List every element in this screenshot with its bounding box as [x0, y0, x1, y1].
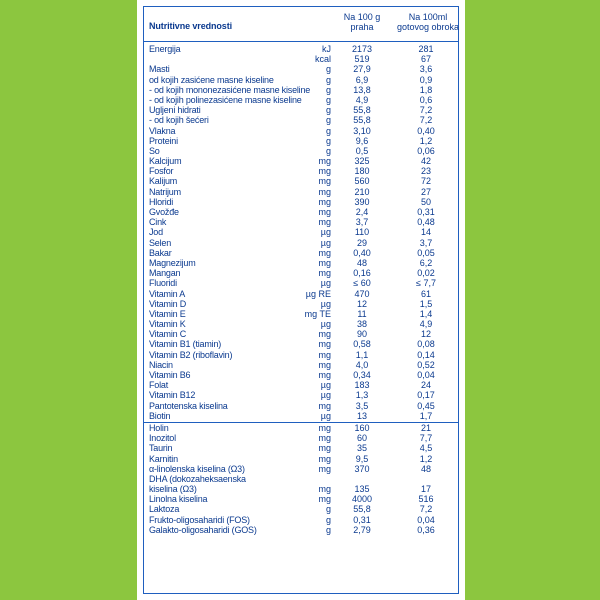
row-value-per-100ml: 72: [420, 176, 431, 187]
table-row: [144, 474, 458, 484]
table-row: [144, 207, 458, 217]
table-row: [144, 187, 458, 197]
nutrition-label-panel: [137, 0, 465, 600]
row-value-per-100ml: 4,5: [419, 443, 433, 454]
row-name: DHA (dokozaheksaenska: [149, 473, 246, 484]
row-value-per-100ml: 48: [420, 463, 431, 474]
row-value-per-100ml: 7,7: [419, 433, 433, 444]
row-name: Ugljeni hidrati: [149, 105, 201, 116]
row-value-per-100g: 135: [354, 484, 370, 495]
row-name: Masti: [149, 64, 170, 75]
row-unit: mg TE: [304, 308, 331, 319]
table-row: [144, 422, 458, 433]
row-value-per-100ml: 3,7: [419, 237, 433, 248]
row-unit: µg: [320, 237, 331, 248]
table-title: Nutritivne vrednosti: [149, 21, 233, 31]
row-name: Vitamin K: [149, 319, 186, 330]
row-value-per-100g: 55,8: [353, 115, 371, 126]
row-name: Holin: [149, 422, 169, 433]
row-value-per-100g: 0,31: [353, 514, 371, 525]
row-unit: µg RE: [305, 288, 331, 299]
row-value-per-100ml: 61: [420, 288, 431, 299]
row-name: Proteini: [149, 135, 178, 146]
row-value-per-100g: 110: [354, 227, 370, 238]
table-row: [144, 166, 458, 176]
row-name: Folat: [149, 380, 169, 391]
row-unit: mg: [318, 247, 331, 258]
row-value-per-100g: 0,34: [353, 370, 371, 380]
row-value-per-100ml: 0,9: [419, 74, 433, 85]
table-row: [144, 360, 458, 370]
row-unit: mg: [318, 207, 331, 217]
table-row: [144, 75, 458, 85]
row-value-per-100ml: 0,04: [417, 514, 435, 525]
row-unit: g: [325, 84, 331, 95]
row-value-per-100g: 4,9: [355, 94, 369, 105]
row-value-per-100g: 2,79: [353, 524, 371, 535]
table-row: [144, 85, 458, 95]
row-unit: µg: [320, 278, 331, 289]
row-name: Laktoza: [149, 504, 180, 515]
table-row: [144, 115, 458, 125]
row-value-per-100ml: 17: [420, 484, 431, 495]
row-name: Taurin: [149, 443, 173, 454]
row-unit: mg: [318, 400, 331, 411]
row-value-per-100ml: 0,45: [417, 400, 435, 411]
row-value-per-100g: 0,58: [353, 339, 371, 350]
row-value-per-100ml: 1,7: [419, 410, 433, 421]
row-value-per-100g: 180: [354, 166, 370, 177]
row-value-per-100g: 2,4: [355, 207, 369, 217]
table-row: [144, 464, 458, 474]
table-row: [144, 504, 458, 514]
row-value-per-100g: 6,9: [355, 74, 369, 85]
row-value-per-100g: 0,40: [353, 247, 371, 258]
row-value-per-100g: 90: [356, 329, 367, 340]
row-unit: mg: [318, 257, 331, 268]
row-value-per-100g: 13,8: [353, 84, 371, 95]
row-name: Frukto-oligosaharidi (FOS): [149, 514, 250, 525]
row-value-per-100ml: 1,5: [419, 298, 433, 309]
row-value-per-100g: 2173: [351, 44, 373, 54]
table-row: [144, 309, 458, 319]
row-name: Vitamin B6: [149, 370, 191, 380]
table-row: [144, 268, 458, 278]
row-name: Energija: [149, 44, 181, 54]
column-header-per-100ml: [389, 12, 467, 32]
row-name: Niacin: [149, 359, 173, 370]
table-row: [144, 278, 458, 288]
column-header-per-100g-line1: Na 100 g: [343, 12, 381, 22]
row-unit: mg: [318, 494, 331, 505]
row-unit: µg: [320, 410, 331, 421]
row-value-per-100ml: 23: [420, 166, 431, 177]
row-name: Jod: [149, 227, 163, 238]
row-unit: kJ: [322, 44, 331, 54]
row-name: Bakar: [149, 247, 172, 258]
row-unit: g: [325, 94, 331, 105]
table-row: [144, 238, 458, 248]
row-value-per-100ml: 4,9: [419, 319, 433, 330]
row-value-per-100ml: 24: [420, 380, 431, 391]
row-value-per-100g: 390: [354, 196, 370, 207]
row-value-per-100g: 4000: [351, 494, 373, 505]
row-value-per-100ml: 67: [420, 54, 431, 65]
row-unit: mg: [318, 484, 331, 495]
table-row: [144, 95, 458, 105]
column-header-per-100g: [327, 12, 397, 32]
nutrition-table: [143, 6, 459, 594]
table-row: [144, 484, 458, 494]
row-value-per-100g: 183: [354, 380, 370, 391]
row-value-per-100ml: 14: [420, 227, 431, 238]
table-row: [144, 156, 458, 166]
row-name: Cink: [149, 217, 167, 228]
column-header-per-100ml-line2: gotovog obroka: [396, 22, 460, 32]
row-value-per-100g: ≤ 60: [353, 278, 371, 289]
row-value-per-100g: 55,8: [353, 504, 371, 515]
row-unit: mg: [318, 217, 331, 228]
table-row: [144, 227, 458, 237]
row-unit: mg: [318, 433, 331, 444]
table-row: [144, 258, 458, 268]
row-value-per-100g: 560: [354, 176, 370, 187]
row-value-per-100g: 55,8: [353, 105, 371, 116]
table-row: [144, 44, 458, 54]
row-value-per-100g: 1,1: [355, 349, 369, 360]
row-value-per-100ml: 7,2: [419, 504, 433, 515]
row-unit: g: [325, 524, 331, 535]
row-unit: mg: [318, 166, 331, 177]
row-unit: µg: [320, 298, 331, 309]
row-value-per-100g: 3,7: [355, 217, 369, 228]
row-unit: g: [325, 145, 331, 156]
row-value-per-100ml: 0,14: [417, 349, 435, 360]
row-value-per-100g: 4,0: [355, 359, 369, 370]
row-value-per-100ml: 0,48: [417, 217, 435, 228]
table-row: [144, 126, 458, 136]
row-name: Vitamin D: [149, 298, 187, 309]
row-unit: mg: [318, 463, 331, 474]
row-value-per-100ml: 1,2: [419, 453, 433, 464]
row-value-per-100g: 29: [356, 237, 367, 248]
row-name: Hloridi: [149, 196, 174, 207]
row-value-per-100g: 38: [356, 319, 367, 330]
row-value-per-100ml: 50: [420, 196, 431, 207]
row-unit: g: [325, 135, 331, 146]
row-value-per-100g: 9,5: [355, 453, 369, 464]
table-row: [144, 54, 458, 64]
row-value-per-100ml: 0,40: [417, 125, 435, 136]
row-name: Kalijum: [149, 176, 178, 187]
row-value-per-100g: 325: [354, 156, 370, 167]
row-name: Fluoridi: [149, 278, 177, 289]
row-value-per-100ml: ≤ 7,7: [416, 278, 436, 289]
table-row: [144, 299, 458, 309]
row-unit: µg: [320, 380, 331, 391]
row-value-per-100g: 519: [354, 54, 370, 65]
row-value-per-100g: 0,16: [353, 268, 371, 279]
row-name: Mangan: [149, 268, 181, 279]
table-row: [144, 289, 458, 299]
row-unit: mg: [318, 186, 331, 197]
row-value-per-100ml: 7,2: [419, 115, 433, 126]
row-value-per-100g: 3,10: [353, 125, 371, 136]
table-row: [144, 329, 458, 339]
row-name: - od kojih polinezasićene masne kiseline: [149, 94, 302, 105]
row-unit: mg: [318, 329, 331, 340]
row-unit: mg: [318, 196, 331, 207]
row-name: - od kojih mononezasićene masne kiseline: [149, 84, 311, 95]
row-unit: mg: [318, 339, 331, 350]
table-row: [144, 248, 458, 258]
row-name: Pantotenska kiselina: [149, 400, 228, 411]
row-value-per-100g: 12: [356, 298, 367, 309]
table-row: [144, 454, 458, 464]
row-name: Selen: [149, 237, 172, 248]
table-row: [144, 380, 458, 390]
row-value-per-100g: 11: [357, 308, 367, 319]
row-name: Vitamin E: [149, 308, 186, 319]
row-unit: µg: [320, 390, 331, 401]
row-value-per-100ml: 0,52: [417, 359, 435, 370]
row-unit: kcal: [314, 54, 331, 65]
row-name: Vitamin B12: [149, 390, 196, 401]
row-value-per-100ml: 3,6: [419, 64, 433, 75]
table-row: [144, 217, 458, 227]
table-row: [144, 525, 458, 535]
table-row: [144, 433, 458, 443]
row-name: Natrijum: [149, 186, 181, 197]
row-name: Vitamin B1 (tiamin): [149, 339, 222, 350]
column-header-per-100ml-line1: Na 100ml: [408, 12, 448, 22]
row-name: Kalcijum: [149, 156, 182, 167]
row-value-per-100ml: 0,06: [417, 145, 435, 156]
row-value-per-100g: 0,5: [355, 145, 369, 156]
row-unit: g: [325, 115, 331, 126]
row-value-per-100g: 35: [356, 443, 367, 454]
table-row: [144, 197, 458, 207]
row-value-per-100ml: 0,6: [419, 94, 433, 105]
row-value-per-100g: 9,6: [355, 135, 369, 146]
table-row: [144, 136, 458, 146]
row-value-per-100ml: 1,2: [419, 135, 433, 146]
row-value-per-100g: 27,9: [353, 64, 371, 75]
table-row: [144, 401, 458, 411]
row-value-per-100g: 470: [354, 288, 370, 299]
row-name: - od kojih šećeri: [149, 115, 209, 126]
row-name: Vlakna: [149, 125, 176, 136]
row-value-per-100ml: 0,05: [417, 247, 435, 258]
row-value-per-100ml: 0,17: [417, 390, 435, 401]
table-row: [144, 494, 458, 504]
row-name: Magnezijum: [149, 257, 196, 268]
table-body: [144, 44, 458, 535]
table-row: [144, 176, 458, 186]
table-row: [144, 515, 458, 525]
row-value-per-100g: 370: [354, 463, 370, 474]
row-name: Karnitin: [149, 453, 178, 464]
table-header: [144, 7, 458, 42]
row-name: Fosfor: [149, 166, 174, 177]
row-unit: mg: [318, 176, 331, 187]
row-unit: mg: [318, 422, 331, 433]
row-unit: g: [325, 105, 331, 116]
table-row: [144, 319, 458, 329]
row-value-per-100ml: 21: [420, 422, 431, 433]
row-name: kiselina (Ω3): [149, 484, 197, 495]
row-name: So: [149, 145, 160, 156]
table-row: [144, 339, 458, 349]
row-value-per-100g: 60: [356, 433, 367, 444]
row-unit: g: [325, 514, 331, 525]
row-name: Vitamin A: [149, 288, 186, 299]
row-unit: µg: [320, 227, 331, 238]
row-value-per-100ml: 0,31: [417, 207, 435, 217]
row-unit: g: [325, 64, 331, 75]
row-value-per-100g: 160: [354, 422, 370, 433]
table-row: [144, 350, 458, 360]
row-value-per-100ml: 281: [418, 44, 434, 54]
row-value-per-100g: 48: [356, 257, 367, 268]
row-name: Gvožđe: [149, 207, 179, 217]
table-row: [144, 64, 458, 74]
row-value-per-100ml: 1,4: [419, 308, 433, 319]
row-value-per-100g: 1,3: [355, 390, 369, 401]
row-value-per-100ml: 42: [420, 156, 431, 167]
row-value-per-100ml: 0,04: [417, 370, 435, 380]
table-row: [144, 390, 458, 400]
row-unit: g: [325, 125, 331, 136]
table-row: [144, 105, 458, 115]
table-row: [144, 146, 458, 156]
row-value-per-100ml: 0,02: [417, 268, 435, 279]
row-value-per-100g: 210: [354, 186, 370, 197]
row-value-per-100ml: 1,8: [419, 84, 433, 95]
table-row: [144, 370, 458, 380]
row-unit: mg: [318, 453, 331, 464]
row-unit: g: [325, 504, 331, 515]
row-name: Biotin: [149, 410, 171, 421]
row-value-per-100ml: 516: [418, 494, 434, 505]
column-header-per-100g-line2: praha: [350, 22, 374, 32]
row-unit: g: [325, 74, 331, 85]
row-unit: mg: [318, 349, 331, 360]
row-name: Galakto-oligosaharidi (GOS): [149, 524, 257, 535]
row-unit: mg: [318, 156, 331, 167]
row-name: Inozitol: [149, 433, 176, 444]
row-unit: mg: [318, 443, 331, 454]
row-name: Vitamin C: [149, 329, 187, 340]
row-value-per-100ml: 27: [420, 186, 431, 197]
row-unit: mg: [318, 370, 331, 380]
row-name: od kojih zasićene masne kiseline: [149, 74, 274, 85]
row-value-per-100g: 3,5: [355, 400, 369, 411]
row-unit: µg: [320, 319, 331, 330]
row-value-per-100ml: 0,08: [417, 339, 435, 350]
row-value-per-100ml: 6,2: [419, 257, 433, 268]
row-unit: mg: [318, 359, 331, 370]
row-value-per-100ml: 7,2: [419, 105, 433, 116]
row-name: Linolna kiselina: [149, 494, 208, 505]
table-row: [144, 411, 458, 421]
row-value-per-100ml: 0,36: [417, 524, 435, 535]
row-unit: mg: [318, 268, 331, 279]
row-name: Vitamin B2 (riboflavin): [149, 349, 233, 360]
row-name: α-linolenska kiselina (Ω3): [149, 463, 245, 474]
row-value-per-100g: 13: [356, 410, 367, 421]
row-value-per-100ml: 12: [420, 329, 431, 340]
table-row: [144, 443, 458, 453]
